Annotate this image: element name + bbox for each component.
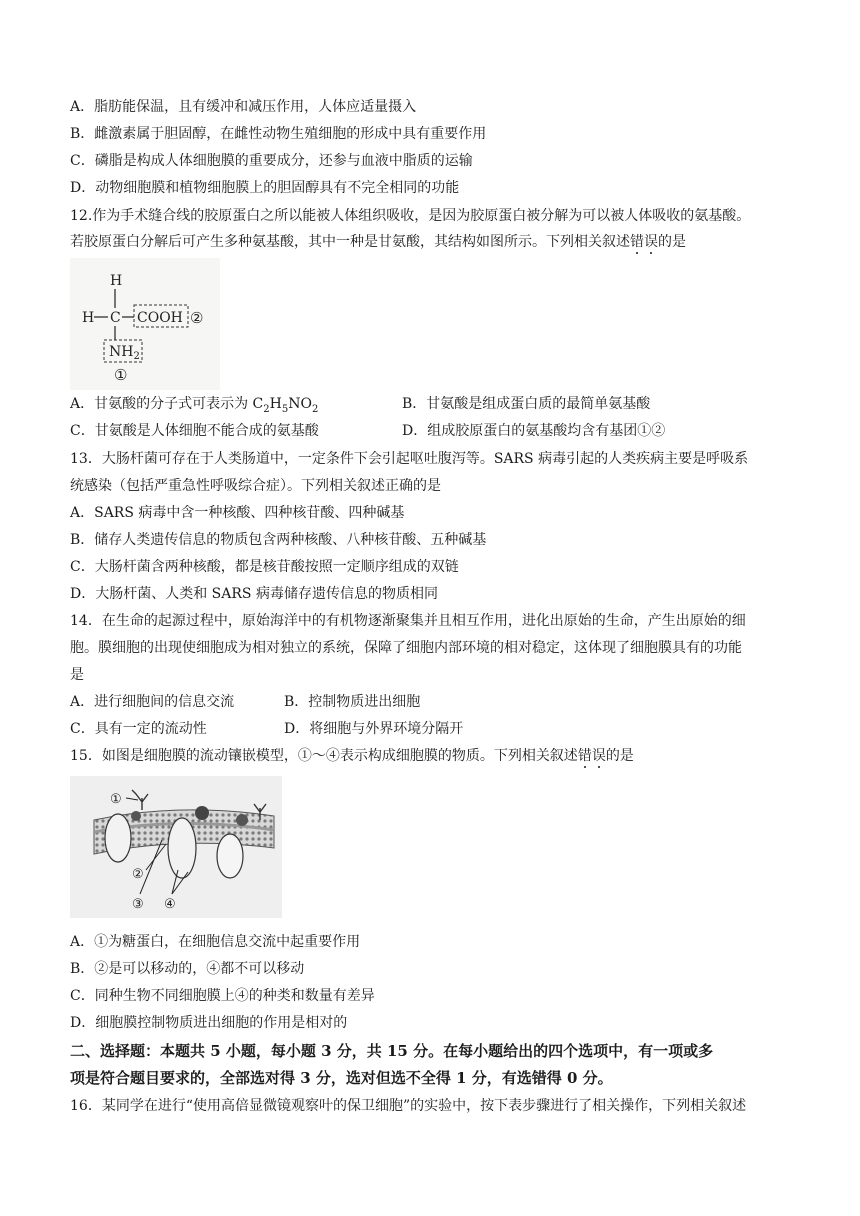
- q14-option-a: A．进行细胞间的信息交流: [70, 694, 235, 710]
- label-1: ①: [114, 366, 128, 384]
- q15-option-b: B．②是可以移动的，④都不可以移动: [70, 961, 305, 977]
- q11-option-a: A．脂肪能保温，且有缓冲和减压作用，人体应适量摄入: [70, 99, 417, 115]
- q12-stem-line1: 12.作为手术缝合线的胶原蛋白之所以能被人体组织吸收，是因为胶原蛋白被分解为可以被人体吸收的氨基酸。: [70, 208, 751, 224]
- q13-option-d: D．大肠杆菌、人类和 SARS 病毒储存遗传信息的物质相同: [70, 586, 438, 602]
- q15-stem: 15．如图是细胞膜的流动镶嵌模型，①～④表示构成细胞膜的物质。下列相关叙述错误的是: [70, 748, 634, 764]
- q11-option-b: B．雌激素属于胆固醇，在雌性动物生殖细胞的形成中具有重要作用: [70, 126, 487, 142]
- q14-option-b: B．控制物质进出细胞: [284, 694, 421, 710]
- q11-option-c: C．磷脂是构成人体细胞膜的重要成分，还参与血液中脂质的运输: [70, 153, 473, 169]
- carboxyl-group: COOH: [137, 310, 183, 326]
- q12-stem-line2: 若胶原蛋白分解后可产生多种氨基酸，其中一种是甘氨酸，其结构如图所示。下列相关叙述错误的是: [70, 234, 686, 250]
- emphasis-dot-char: 误: [591, 748, 606, 764]
- membrane-label-2: ②: [132, 867, 144, 882]
- q14-option-c: C．具有一定的流动性: [70, 721, 207, 737]
- q13-option-a: A．SARS 病毒中含一种核酸、四种核苷酸、四种碱基: [70, 505, 405, 521]
- q14-stem-line1: 14．在生命的起源过程中，原始海洋中的有机物逐渐聚集并且相互作用，进化出原始的生命，产生出原始的细: [70, 613, 746, 629]
- q13-option-b: B．储存人类遗传信息的物质包含两种核酸、八种核苷酸、五种碱基: [70, 532, 487, 548]
- q12-option-d: D．组成胶原蛋白的氨基酸均含有基团①②: [402, 423, 666, 439]
- section2-heading-line2: 项是符合题目要求的，全部选对得 3 分，选对但选不全得 1 分，有选错得 0 分。: [70, 1069, 613, 1087]
- emphasis-dot-char: 误: [644, 234, 658, 250]
- q11-option-d: D．动物细胞膜和植物细胞膜上的胆固醇具有不完全相同的功能: [70, 180, 460, 196]
- q12-option-b: B．甘氨酸是组成蛋白质的最简单氨基酸: [402, 396, 651, 412]
- q14-option-d: D．将细胞与外界环境分隔开: [284, 721, 464, 737]
- carbon-atom: C: [110, 310, 121, 326]
- emphasis-dot-char: 错: [630, 234, 644, 250]
- membrane-label-3: ③: [132, 897, 144, 912]
- h-left-atom: H: [82, 310, 95, 326]
- q15-option-d: D．细胞膜控制物质进出细胞的作用是相对的: [70, 1015, 348, 1031]
- q13-option-c: C．大肠杆菌含两种核酸，都是核苷酸按照一定顺序组成的双链: [70, 559, 459, 575]
- section2-heading-line1: 二、选择题：本题共 5 小题，每小题 3 分，共 15 分。在每小题给出的四个选项中，有一项或多: [70, 1042, 714, 1060]
- q12-option-a: A．甘氨酸的分子式可表示为 $C_2H_5NO_2$: [70, 396, 319, 415]
- glycine-structure-figure: [70, 258, 220, 390]
- q12-option-c: C．甘氨酸是人体细胞不能合成的氨基酸: [70, 423, 319, 439]
- q16-stem-line1: 16．某同学在进行“使用高倍显微镜观察叶的保卫细胞”的实验中，按下表步骤进行了相关操作，下列相关叙述: [70, 1098, 747, 1114]
- membrane-model-svg: [70, 776, 282, 918]
- membrane-label-1: ①: [110, 792, 122, 807]
- q13-stem-line2: 统感染（包括严重急性呼吸综合症）。下列相关叙述正确的是: [70, 478, 441, 494]
- amino-group: $NH_2$: [109, 344, 140, 362]
- q13-stem-line1: 13．大肠杆菌可存在于人类肠道中，一定条件下会引起呕吐腹泻等。SARS 病毒引起的人类疾病主要是呼吸系: [70, 451, 749, 467]
- h-top-atom: H: [110, 273, 123, 289]
- q14-stem-line3: 是: [70, 667, 84, 683]
- q15-option-c: C．同种生物不同细胞膜上④的种类和数量有差异: [70, 988, 375, 1004]
- emphasis-dot-char: 错: [577, 748, 592, 764]
- glycine-structure-svg: [70, 258, 220, 390]
- q15-option-a: A．①为糖蛋白，在细胞信息交流中起重要作用: [70, 934, 361, 950]
- label-2: ②: [190, 309, 204, 327]
- membrane-model-figure: [70, 776, 282, 918]
- q14-stem-line2: 胞。膜细胞的出现使细胞成为相对独立的系统，保障了细胞内部环境的相对稳定，这体现了细胞膜具有的功能: [70, 640, 742, 656]
- membrane-label-4: ④: [164, 897, 176, 912]
